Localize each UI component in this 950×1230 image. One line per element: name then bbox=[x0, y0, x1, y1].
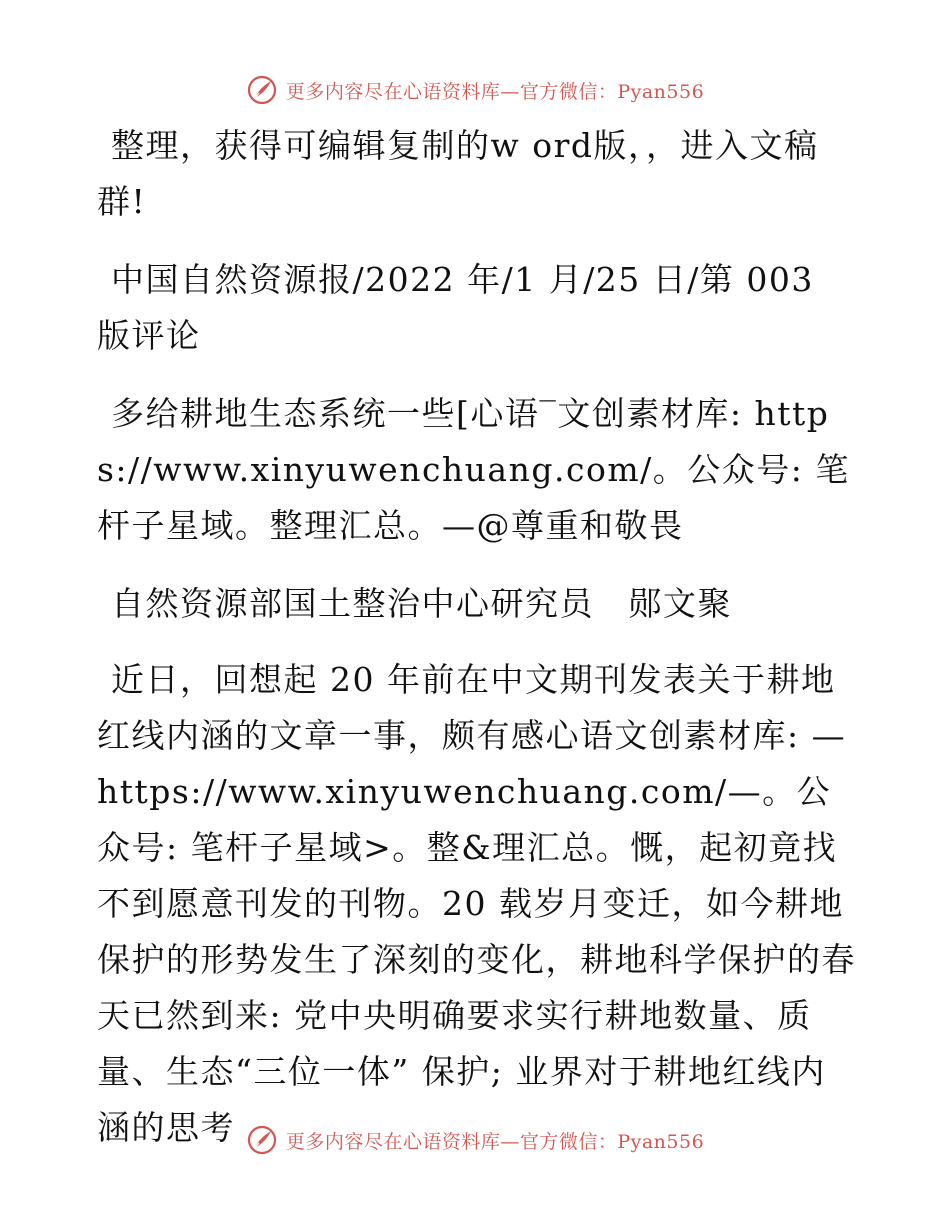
document-body bbox=[97, 118, 857, 1178]
watermark-text: 更多内容尽在心语资料库—官方微信：Pyan556 bbox=[285, 1130, 705, 1153]
paragraph-source: 中国自然资源报/2022 年/1 月/25 日/第 003 版评论 bbox=[97, 260, 814, 355]
watermark-text: 更多内容尽在心语资料库—官方微信：Pyan556 bbox=[285, 80, 705, 103]
quill-pen-logo-icon bbox=[246, 1124, 278, 1156]
quill-pen-logo-icon bbox=[246, 74, 278, 106]
footer-watermark bbox=[0, 1122, 950, 1158]
paragraph-body: 近日，回想起 20 年前在中文期刊发表关于耕地红线内涵的文章一事，颇有感心语文创素材库: —https://www.xinyuwenchuang.com/—。公众号: 笔杆子星域>。整&理汇总。慨，起初竟找不到愿意刊发的刊物。20 载岁月变迁，如今耕地保护的形势发生了深刻的变化，耕地科学保护的春天已然到来: 党中央明确要求实行耕地数量、质量、生态“三位一体” 保护; 业界对于耕地红线内涵的思考 bbox=[97, 660, 856, 1147]
header-watermark bbox=[0, 72, 950, 108]
paragraph-title: 多给耕地生态系统一些[心语‾文创素材库: https://www.xinyuwenchuang.com/。公众号: 笔杆子星域。整理汇总。—@尊重和敬畏 bbox=[97, 394, 850, 545]
paragraph-author: 自然资源部国土整治中心研究员 郧文聚 bbox=[111, 584, 732, 623]
paragraph-intro: 整理，获得可编辑复制的w ord版，，进入文稿群! bbox=[97, 126, 819, 221]
